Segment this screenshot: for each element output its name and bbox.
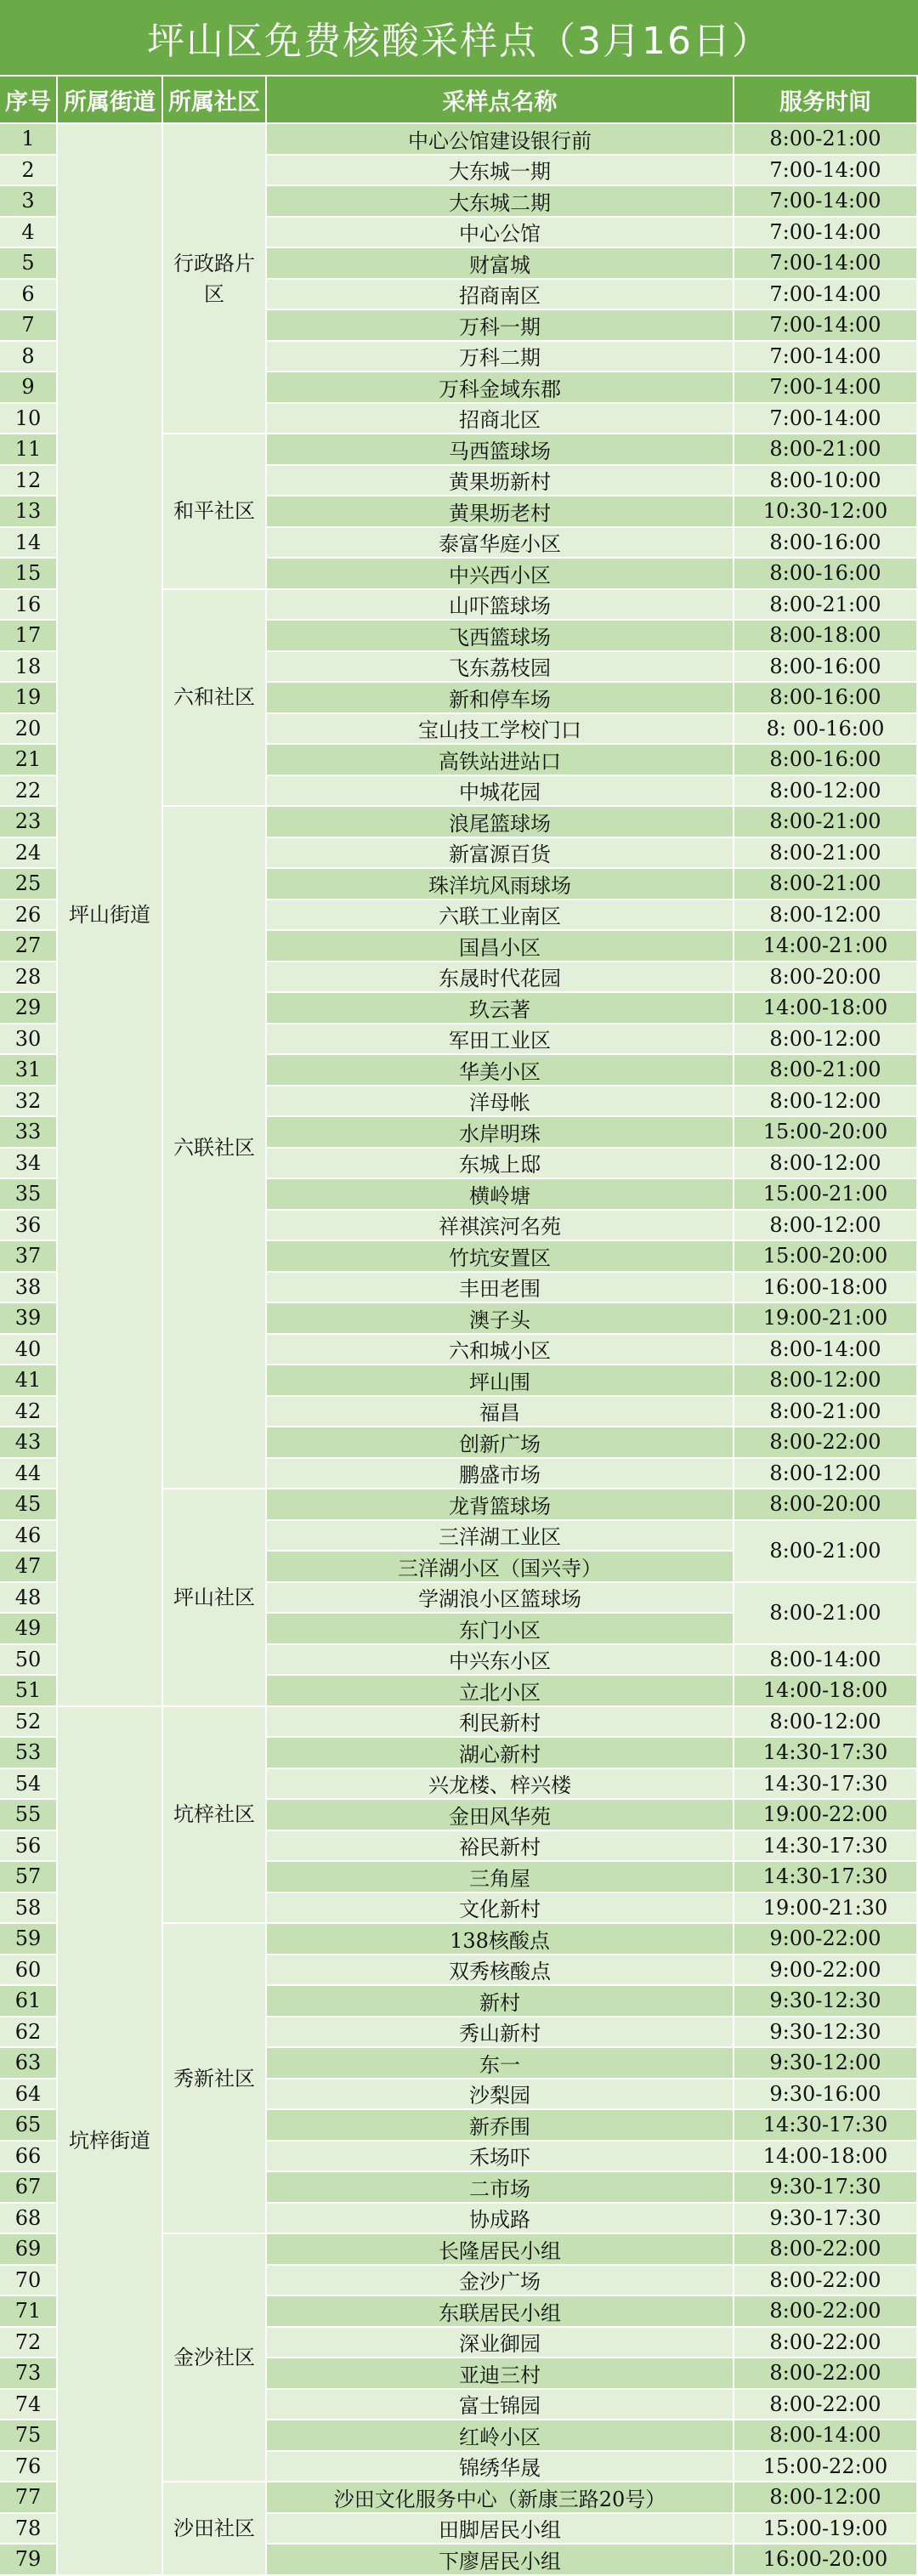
row-index: 26 — [0, 900, 58, 932]
site-name: 秀山新村 — [267, 2017, 734, 2049]
service-time: 8:00-22:00 — [734, 2358, 918, 2390]
service-time: 15:00-19:00 — [734, 2514, 918, 2545]
row-index: 18 — [0, 652, 58, 684]
row-index: 9 — [0, 372, 58, 404]
service-time: 8:00-21:00 — [734, 1397, 918, 1428]
site-name: 六联工业南区 — [267, 900, 734, 932]
site-name: 泰富华庭小区 — [267, 528, 734, 559]
service-time: 8:00-16:00 — [734, 683, 918, 714]
community-name: 坪山社区 — [163, 1489, 267, 1707]
site-name: 138核酸点 — [267, 1924, 734, 1955]
row-index: 1 — [0, 124, 58, 156]
site-name: 裕民新村 — [267, 1831, 734, 1863]
service-time: 8: 00-16:00 — [734, 714, 918, 746]
service-time: 15:00-20:00 — [734, 1241, 918, 1273]
community-name: 坑梓社区 — [163, 1707, 267, 1925]
row-index: 58 — [0, 1893, 58, 1925]
service-time: 14:00-18:00 — [734, 993, 918, 1024]
site-name: 招商南区 — [267, 280, 734, 311]
row-index: 43 — [0, 1427, 58, 1459]
service-time: 8:00-22:00 — [734, 2328, 918, 2359]
row-index: 11 — [0, 434, 58, 466]
site-name: 学湖浪小区篮球场 — [267, 1583, 734, 1614]
site-name: 新村 — [267, 1986, 734, 2017]
row-index: 47 — [0, 1552, 58, 1583]
site-name: 黄果坜老村 — [267, 496, 734, 528]
row-index: 20 — [0, 714, 58, 746]
service-time: 9:00-22:00 — [734, 1955, 918, 1987]
row-index: 25 — [0, 869, 58, 900]
service-time: 8:00-21:00 — [734, 1055, 918, 1087]
service-time: 7:00-14:00 — [734, 372, 918, 404]
street-name: 坪山街道 — [58, 124, 163, 1707]
site-name: 飞东荔枝园 — [267, 652, 734, 684]
row-index: 77 — [0, 2482, 58, 2514]
header-street: 所属街道 — [58, 77, 163, 124]
site-name: 山吓篮球场 — [267, 590, 734, 621]
row-index: 74 — [0, 2390, 58, 2421]
site-name: 六和城小区 — [267, 1335, 734, 1366]
site-name: 竹坑安置区 — [267, 1241, 734, 1273]
site-name: 黄果坜新村 — [267, 466, 734, 497]
site-name: 坪山围 — [267, 1365, 734, 1397]
service-time: 8:00-22:00 — [734, 2296, 918, 2328]
service-time: 8:00-12:00 — [734, 776, 918, 808]
service-time: 8:00-12:00 — [734, 2482, 918, 2514]
row-index: 62 — [0, 2017, 58, 2049]
row-index: 35 — [0, 1179, 58, 1211]
row-index: 7 — [0, 310, 58, 342]
site-name: 财富城 — [267, 248, 734, 280]
site-name: 三洋湖工业区 — [267, 1521, 734, 1552]
row-index: 27 — [0, 931, 58, 962]
service-time: 9:30-12:30 — [734, 1986, 918, 2017]
community-name: 六联社区 — [163, 807, 267, 1489]
row-index: 54 — [0, 1769, 58, 1801]
row-index: 75 — [0, 2420, 58, 2452]
site-name: 新和停车场 — [267, 683, 734, 714]
service-time: 8:00-16:00 — [734, 528, 918, 559]
row-index: 70 — [0, 2266, 58, 2297]
service-time: 14:30-17:30 — [734, 1738, 918, 1769]
row-index: 16 — [0, 590, 58, 621]
service-time: 9:00-22:00 — [734, 1924, 918, 1955]
row-index: 34 — [0, 1149, 58, 1180]
community-name: 六和社区 — [163, 590, 267, 808]
row-index: 59 — [0, 1924, 58, 1955]
service-time: 8:00-22:00 — [734, 2266, 918, 2297]
row-index: 72 — [0, 2328, 58, 2359]
site-name: 飞西篮球场 — [267, 621, 734, 652]
site-name: 国昌小区 — [267, 931, 734, 962]
row-index: 50 — [0, 1645, 58, 1677]
service-time: 15:00-22:00 — [734, 2452, 918, 2483]
service-time: 8:00-20:00 — [734, 962, 918, 994]
site-name: 兴龙楼、梓兴楼 — [267, 1769, 734, 1801]
service-time: 8:00-20:00 — [734, 1489, 918, 1521]
site-name: 水岸明珠 — [267, 1117, 734, 1149]
service-time: 14:30-17:30 — [734, 1862, 918, 1893]
site-name: 浪尾篮球场 — [267, 807, 734, 838]
site-name: 红岭小区 — [267, 2420, 734, 2452]
site-name: 万科一期 — [267, 310, 734, 342]
site-name: 福昌 — [267, 1397, 734, 1428]
row-index: 45 — [0, 1489, 58, 1521]
service-time: 19:00-21:00 — [734, 1303, 918, 1335]
row-index: 44 — [0, 1459, 58, 1490]
row-index: 52 — [0, 1707, 58, 1739]
site-name: 玖云著 — [267, 993, 734, 1024]
row-index: 40 — [0, 1335, 58, 1366]
site-name: 中城花园 — [267, 776, 734, 808]
site-name: 祥祺滨河名苑 — [267, 1211, 734, 1242]
row-index: 67 — [0, 2172, 58, 2204]
site-name: 丰田老围 — [267, 1273, 734, 1304]
row-index: 33 — [0, 1117, 58, 1149]
row-index: 13 — [0, 496, 58, 528]
service-time: 8:00-12:00 — [734, 1365, 918, 1397]
service-time: 8:00-16:00 — [734, 745, 918, 776]
service-time: 8:00-21:00 — [734, 869, 918, 900]
site-name: 金田风华苑 — [267, 1800, 734, 1831]
site-name: 龙背篮球场 — [267, 1489, 734, 1521]
row-index: 36 — [0, 1211, 58, 1242]
row-index: 41 — [0, 1365, 58, 1397]
community-name: 秀新社区 — [163, 1924, 267, 2234]
service-time: 16:00-18:00 — [734, 1273, 918, 1304]
site-name: 新富源百货 — [267, 838, 734, 870]
site-name: 中兴西小区 — [267, 559, 734, 590]
service-time: 8:00-21:00 — [734, 807, 918, 838]
site-name: 东联居民小组 — [267, 2296, 734, 2328]
row-index: 73 — [0, 2358, 58, 2390]
row-index: 19 — [0, 683, 58, 714]
site-name: 万科二期 — [267, 342, 734, 373]
service-time: 8:00-16:00 — [734, 652, 918, 684]
row-index: 23 — [0, 807, 58, 838]
site-name: 富士锦园 — [267, 2390, 734, 2421]
site-name: 锦绣华晟 — [267, 2452, 734, 2483]
site-name: 下廖居民小组 — [267, 2545, 734, 2576]
site-name: 马西篮球场 — [267, 434, 734, 466]
site-name: 三洋湖小区（国兴寺） — [267, 1552, 734, 1583]
row-index: 55 — [0, 1800, 58, 1831]
service-time: 7:00-14:00 — [734, 218, 918, 249]
community-name: 行政路片区 — [163, 124, 267, 434]
site-name: 创新广场 — [267, 1427, 734, 1459]
row-index: 14 — [0, 528, 58, 559]
site-name: 中心公馆 — [267, 218, 734, 249]
row-index: 24 — [0, 838, 58, 870]
service-time: 8:00-21:00 — [734, 838, 918, 870]
row-index: 31 — [0, 1055, 58, 1087]
service-time: 8:00-12:00 — [734, 1149, 918, 1180]
row-index: 15 — [0, 559, 58, 590]
header-community: 所属社区 — [163, 77, 267, 124]
row-index: 42 — [0, 1397, 58, 1428]
service-time: 8:00-18:00 — [734, 621, 918, 652]
row-index: 51 — [0, 1676, 58, 1707]
row-index: 63 — [0, 2048, 58, 2080]
row-index: 79 — [0, 2545, 58, 2576]
service-time: 15:00-21:00 — [734, 1179, 918, 1211]
service-time: 8:00-14:00 — [734, 2420, 918, 2452]
service-time: 8:00-12:00 — [734, 1707, 918, 1739]
site-name: 金沙广场 — [267, 2266, 734, 2297]
site-name: 澳子头 — [267, 1303, 734, 1335]
site-name: 横岭塘 — [267, 1179, 734, 1211]
row-index: 60 — [0, 1955, 58, 1987]
row-index: 66 — [0, 2142, 58, 2173]
row-index: 5 — [0, 248, 58, 280]
row-index: 46 — [0, 1521, 58, 1552]
service-time: 7:00-14:00 — [734, 404, 918, 435]
site-name: 禾场吓 — [267, 2142, 734, 2173]
row-index: 22 — [0, 776, 58, 808]
row-index: 56 — [0, 1831, 58, 1863]
site-name: 文化新村 — [267, 1893, 734, 1925]
service-time: 19:00-22:00 — [734, 1800, 918, 1831]
site-name: 深业御园 — [267, 2328, 734, 2359]
site-name: 华美小区 — [267, 1055, 734, 1087]
service-time: 8:00-12:00 — [734, 1087, 918, 1118]
header-index: 序号 — [0, 77, 58, 124]
site-name: 利民新村 — [267, 1707, 734, 1739]
sampling-sites-table — [0, 77, 918, 2573]
row-index: 53 — [0, 1738, 58, 1769]
site-name: 新乔围 — [267, 2110, 734, 2142]
site-name: 双秀核酸点 — [267, 1955, 734, 1987]
service-time: 7:00-14:00 — [734, 156, 918, 187]
row-index: 76 — [0, 2452, 58, 2483]
site-name: 亚迪三村 — [267, 2358, 734, 2390]
service-time: 8:00-12:00 — [734, 1459, 918, 1490]
row-index: 61 — [0, 1986, 58, 2017]
service-time: 8:00-12:00 — [734, 1211, 918, 1242]
site-name: 高铁站进站口 — [267, 745, 734, 776]
service-time: 8:00-12:00 — [734, 900, 918, 932]
service-time: 9:30-17:30 — [734, 2172, 918, 2204]
service-time: 9:30-12:00 — [734, 2048, 918, 2080]
service-time: 9:30-17:30 — [734, 2204, 918, 2235]
site-name: 沙田文化服务中心（新康三路20号） — [267, 2482, 734, 2514]
service-time: 14:30-17:30 — [734, 1831, 918, 1863]
site-name: 沙梨园 — [267, 2080, 734, 2111]
service-time: 8:00-22:00 — [734, 2390, 918, 2421]
service-time: 9:30-16:00 — [734, 2080, 918, 2111]
service-time: 14:00-18:00 — [734, 1676, 918, 1707]
service-time: 8:00-21:00 — [734, 1521, 918, 1583]
row-index: 3 — [0, 186, 58, 218]
row-index: 28 — [0, 962, 58, 994]
site-name: 长隆居民小组 — [267, 2234, 734, 2266]
service-time: 14:30-17:30 — [734, 1769, 918, 1801]
row-index: 12 — [0, 466, 58, 497]
row-index: 4 — [0, 218, 58, 249]
service-time: 10:30-12:00 — [734, 496, 918, 528]
service-time: 7:00-14:00 — [734, 280, 918, 311]
service-time: 19:00-21:30 — [734, 1893, 918, 1925]
row-index: 30 — [0, 1024, 58, 1056]
service-time: 8:00-21:00 — [734, 124, 918, 156]
service-time: 7:00-14:00 — [734, 342, 918, 373]
site-name: 大东城二期 — [267, 186, 734, 218]
site-name: 立北小区 — [267, 1676, 734, 1707]
row-index: 2 — [0, 156, 58, 187]
service-time: 7:00-14:00 — [734, 310, 918, 342]
site-name: 东晟时代花园 — [267, 962, 734, 994]
row-index: 6 — [0, 280, 58, 311]
site-name: 鹏盛市场 — [267, 1459, 734, 1490]
row-index: 68 — [0, 2204, 58, 2235]
site-name: 万科金域东郡 — [267, 372, 734, 404]
site-name: 三角屋 — [267, 1862, 734, 1893]
row-index: 69 — [0, 2234, 58, 2266]
site-name: 东城上邸 — [267, 1149, 734, 1180]
site-name: 招商北区 — [267, 404, 734, 435]
row-index: 78 — [0, 2514, 58, 2545]
site-name: 二市场 — [267, 2172, 734, 2204]
row-index: 32 — [0, 1087, 58, 1118]
site-name: 田脚居民小组 — [267, 2514, 734, 2545]
site-name: 中兴东小区 — [267, 1645, 734, 1677]
service-time: 14:00-21:00 — [734, 931, 918, 962]
community-name: 金沙社区 — [163, 2234, 267, 2482]
site-name: 珠洋坑风雨球场 — [267, 869, 734, 900]
site-name: 宝山技工学校门口 — [267, 714, 734, 746]
service-time: 16:00-20:00 — [734, 2545, 918, 2576]
service-time: 8:00-14:00 — [734, 1335, 918, 1366]
site-name: 中心公馆建设银行前 — [267, 124, 734, 156]
site-name: 军田工业区 — [267, 1024, 734, 1056]
community-name: 沙田社区 — [163, 2482, 267, 2576]
row-index: 38 — [0, 1273, 58, 1304]
service-time: 8:00-22:00 — [734, 2234, 918, 2266]
service-time: 14:00-18:00 — [734, 2142, 918, 2173]
service-time: 8:00-12:00 — [734, 1024, 918, 1056]
row-index: 49 — [0, 1614, 58, 1645]
header-service-time: 服务时间 — [734, 77, 918, 124]
site-name: 协成路 — [267, 2204, 734, 2235]
service-time: 8:00-14:00 — [734, 1645, 918, 1677]
service-time: 8:00-10:00 — [734, 466, 918, 497]
site-name: 东门小区 — [267, 1614, 734, 1645]
service-time: 14:30-17:30 — [734, 2110, 918, 2142]
row-index: 17 — [0, 621, 58, 652]
header-site-name: 采样点名称 — [267, 77, 734, 124]
street-name: 坑梓街道 — [58, 1707, 163, 2576]
service-time: 8:00-21:00 — [734, 1583, 918, 1645]
row-index: 8 — [0, 342, 58, 373]
row-index: 64 — [0, 2080, 58, 2111]
row-index: 65 — [0, 2110, 58, 2142]
site-name: 湖心新村 — [267, 1738, 734, 1769]
site-name: 大东城一期 — [267, 156, 734, 187]
row-index: 37 — [0, 1241, 58, 1273]
service-time: 15:00-20:00 — [734, 1117, 918, 1149]
service-time: 8:00-22:00 — [734, 1427, 918, 1459]
row-index: 48 — [0, 1583, 58, 1614]
service-time: 8:00-16:00 — [734, 559, 918, 590]
row-index: 57 — [0, 1862, 58, 1893]
row-index: 29 — [0, 993, 58, 1024]
service-time: 7:00-14:00 — [734, 186, 918, 218]
row-index: 39 — [0, 1303, 58, 1335]
row-index: 10 — [0, 404, 58, 435]
service-time: 7:00-14:00 — [734, 248, 918, 280]
row-index: 21 — [0, 745, 58, 776]
page-title: 坪山区免费核酸采样点（3月16日） — [0, 0, 918, 77]
service-time: 8:00-21:00 — [734, 434, 918, 466]
site-name: 洋母帐 — [267, 1087, 734, 1118]
service-time: 8:00-21:00 — [734, 590, 918, 621]
site-name: 东一 — [267, 2048, 734, 2080]
service-time: 9:30-12:30 — [734, 2017, 918, 2049]
community-name: 和平社区 — [163, 434, 267, 590]
row-index: 71 — [0, 2296, 58, 2328]
